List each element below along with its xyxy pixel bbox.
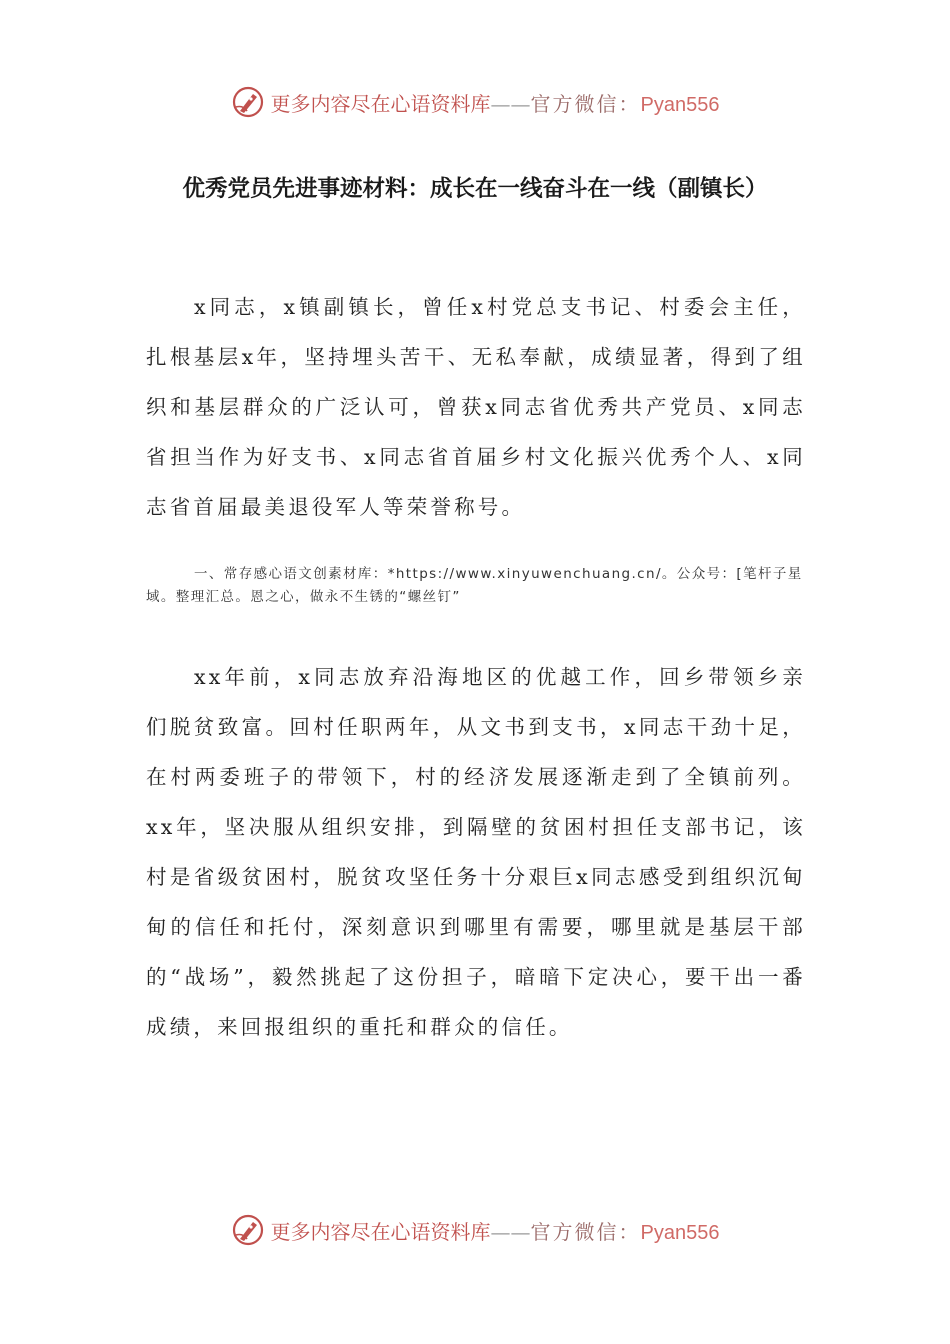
source-note: 一、常存感心语文创素材库：*https://www.xinyuwenchuang.cn/。公众号：[笔杆子星域。整理汇总。恩之心，做永不生锈的“螺丝钉” [146, 566, 803, 605]
header-banner [0, 82, 950, 122]
wechat-id: Pyan556 [640, 1221, 720, 1244]
header-banner-text [271, 88, 720, 117]
brand-text: 更多内容尽在心语资料库 [270, 91, 491, 116]
footer-banner-text [271, 1216, 720, 1245]
footer-banner [0, 1210, 950, 1250]
pen-nib-logo-icon [231, 1213, 265, 1247]
wechat-label: 官方微信： [530, 91, 641, 116]
banner-separator: —— [490, 91, 531, 116]
brand-text: 更多内容尽在心语资料库 [270, 1219, 491, 1244]
document-title: 优秀党员先进事迹材料：成长在一线奋斗在一线（副镇长） [182, 176, 768, 203]
wechat-id: Pyan556 [640, 93, 720, 116]
wechat-label: 官方微信： [530, 1219, 641, 1244]
paragraph-intro: x同志，x镇副镇长，曾任x村党总支书记、村委会主任，扎根基层x年，坚持埋头苦干、无私奉献，成绩显著，得到了组织和基层群众的广泛认可，曾获x同志省优秀共产党员、x同志省担当作为好支书、x同志省首届乡村文化振兴优秀个人、x同志省首届最美退役军人等荣誉称号。 [146, 295, 806, 519]
paragraph-story: xx年前，x同志放弃沿海地区的优越工作，回乡带领乡亲们脱贫致富。回村任职两年，从文书到支书，x同志干劲十足，在村两委班子的带领下，村的经济发展逐渐走到了全镇前列。xx年，坚决服从组织安排，到隔壁的贫困村担任支部书记，该村是省级贫困村，脱贫攻坚任务十分艰巨x同志感受到组织沉甸甸的信任和托付，深刻意识到哪里有需要，哪里就是基层干部的“战场”，毅然挑起了这份担子，暗暗下定决心，要干出一番成绩，来回报组织的重托和群众的信任。 [146, 665, 806, 1039]
header-banner-content [231, 85, 720, 119]
footer-banner-content [231, 1213, 720, 1247]
pen-nib-logo-icon [231, 85, 265, 119]
banner-separator: —— [490, 1219, 531, 1244]
